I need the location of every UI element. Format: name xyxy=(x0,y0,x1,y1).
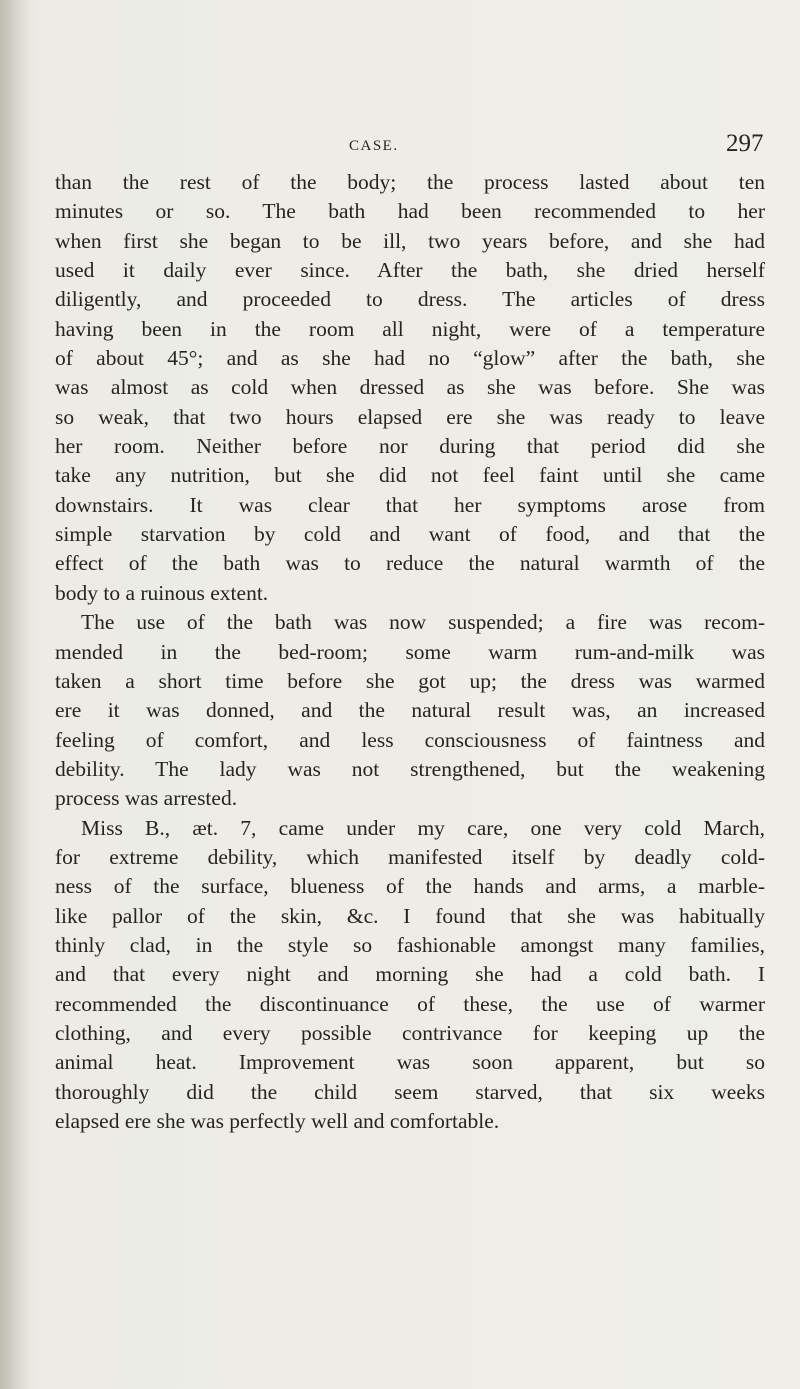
text-line: thoroughly did the child seem starved, that six weeks xyxy=(55,1079,765,1104)
running-title: CASE. xyxy=(349,138,399,154)
text-line: when first she began to be ill, two years before, and she had xyxy=(55,228,765,253)
text-line: thinly clad, in the style so fashionable amongst many families, xyxy=(55,932,765,957)
text-line: recommended the discontinuance of these, the use of warmer xyxy=(55,991,765,1016)
text-line: process was arrested. xyxy=(55,786,238,811)
text-line: effect of the bath was to reduce the natural warmth of the xyxy=(55,551,765,576)
text-line: having been in the room all night, were of a temperature xyxy=(55,316,765,341)
text-line: debility. The lady was not strengthened, but the weakening xyxy=(55,756,765,781)
binding-shadow xyxy=(0,0,30,1389)
text-line: her room. Neither before nor during that period did she xyxy=(55,434,765,459)
text-line: Miss B., æt. 7, came under my care, one very cold March, xyxy=(81,815,765,840)
text-line: and that every night and morning she had a cold bath. I xyxy=(55,962,765,987)
text-line: The use of the bath was now suspended; a fire was recom- xyxy=(81,610,765,635)
text-line: simple starvation by cold and want of food, and that the xyxy=(55,522,765,547)
running-head xyxy=(0,130,800,160)
text-line: clothing, and every possible contrivance for keeping up the xyxy=(55,1020,765,1045)
text-line: downstairs. It was clear that her symptoms arose from xyxy=(55,492,765,517)
text-line: for extreme debility, which manifested itself by deadly cold- xyxy=(55,844,765,869)
text-line: of about 45°; and as she had no “glow” after the bath, she xyxy=(55,346,765,371)
paragraph xyxy=(55,168,765,608)
text-line: than the rest of the body; the process lasted about ten xyxy=(55,170,765,194)
body-text xyxy=(55,168,765,1136)
text-line: diligently, and proceeded to dress. The articles of dress xyxy=(55,287,765,312)
text-line: ness of the surface, blueness of the hands and arms, a marble- xyxy=(55,874,765,899)
text-line: feeling of comfort, and less consciousness of faintness and xyxy=(55,727,765,752)
text-line: animal heat. Improvement was soon apparent, but so xyxy=(55,1050,765,1075)
text-line: minutes or so. The bath had been recommended to her xyxy=(55,199,765,224)
page-number: 297 xyxy=(726,130,764,157)
text-line: so weak, that two hours elapsed ere she was ready to leave xyxy=(55,404,765,429)
text-line: was almost as cold when dressed as she was before. She was xyxy=(55,375,765,400)
text-line: mended in the bed-room; some warm rum-and-milk was xyxy=(55,639,765,664)
paragraph xyxy=(55,814,765,1137)
paragraph xyxy=(55,608,765,813)
text-line: elapsed ere she was perfectly well and comfortable. xyxy=(55,1109,500,1133)
text-line: take any nutrition, but she did not feel faint until she came xyxy=(55,463,765,488)
text-line: taken a short time before she got up; the dress was warmed xyxy=(55,668,765,693)
text-line: used it daily ever since. After the bath, she dried herself xyxy=(55,258,765,283)
text-line: ere it was donned, and the natural result was, an increased xyxy=(55,698,765,723)
text-line: body to a ruinous extent. xyxy=(55,580,269,605)
text-line: like pallor of the skin, &c. I found that she was habitually xyxy=(55,903,765,928)
